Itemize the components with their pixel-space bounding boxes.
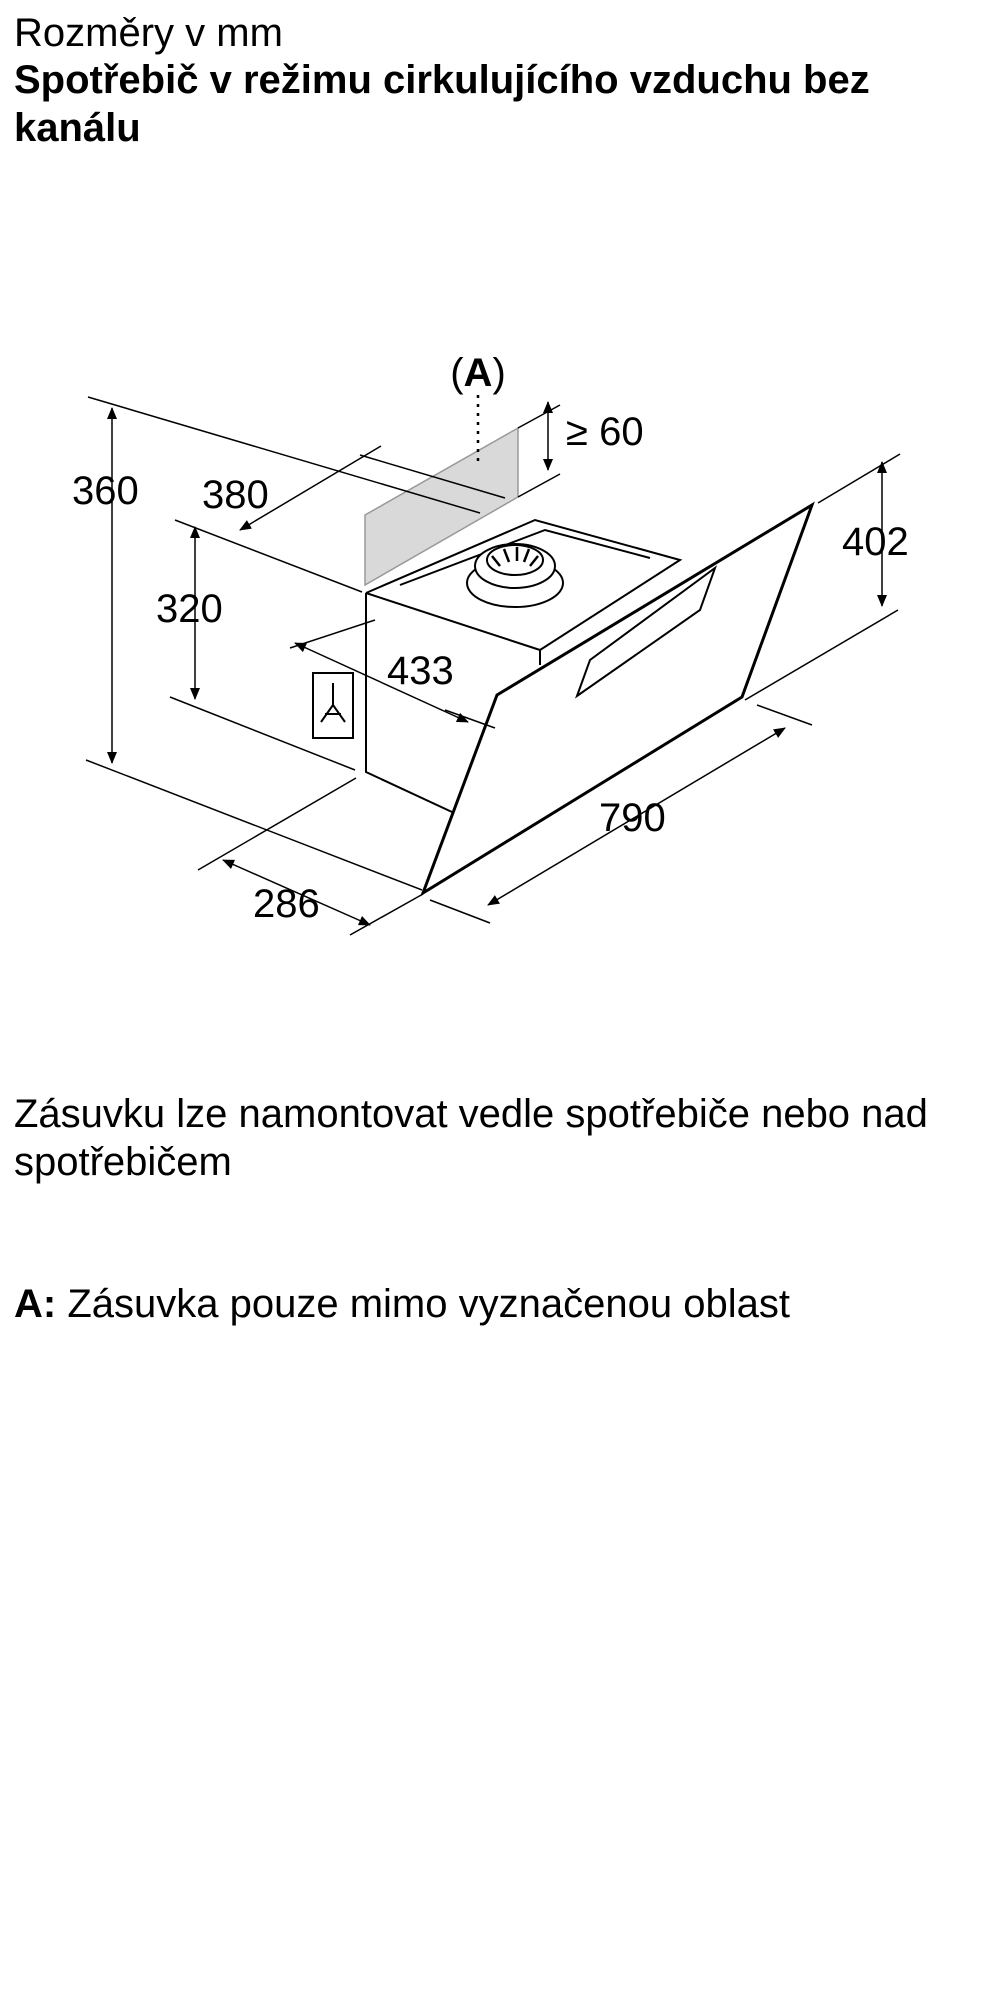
callout-label: (A) — [450, 351, 506, 395]
dimension-360-label: 360 — [72, 469, 139, 513]
heading — [14, 10, 984, 152]
legend-text: Zásuvka pouze mimo vyznačenou oblast — [67, 1282, 790, 1326]
page-title: Spotřebič v režimu cirkulujícího vzduchu bez kanálu — [14, 58, 870, 150]
socket-icon — [313, 673, 353, 738]
fan-motor-icon — [467, 544, 563, 607]
legend-key: A: — [14, 1282, 57, 1326]
clearance-label: ≥ 60 — [566, 410, 644, 454]
dimension-380-label: 380 — [202, 473, 269, 517]
hood-dimension-diagram — [0, 330, 1000, 990]
dimension-790-label: 790 — [599, 796, 666, 840]
dimension-402-label: 402 — [842, 520, 909, 564]
dimension-433-label: 433 — [387, 649, 454, 693]
dimension-286-label: 286 — [253, 882, 320, 926]
dimension-320-label: 320 — [156, 587, 223, 631]
legend-note — [14, 1280, 974, 1328]
dimensions-unit-label: Rozměry v mm — [14, 11, 283, 55]
socket-note: Zásuvku lze namontovat vedle spotřebiče nebo nad spotřebičem — [14, 1092, 928, 1184]
